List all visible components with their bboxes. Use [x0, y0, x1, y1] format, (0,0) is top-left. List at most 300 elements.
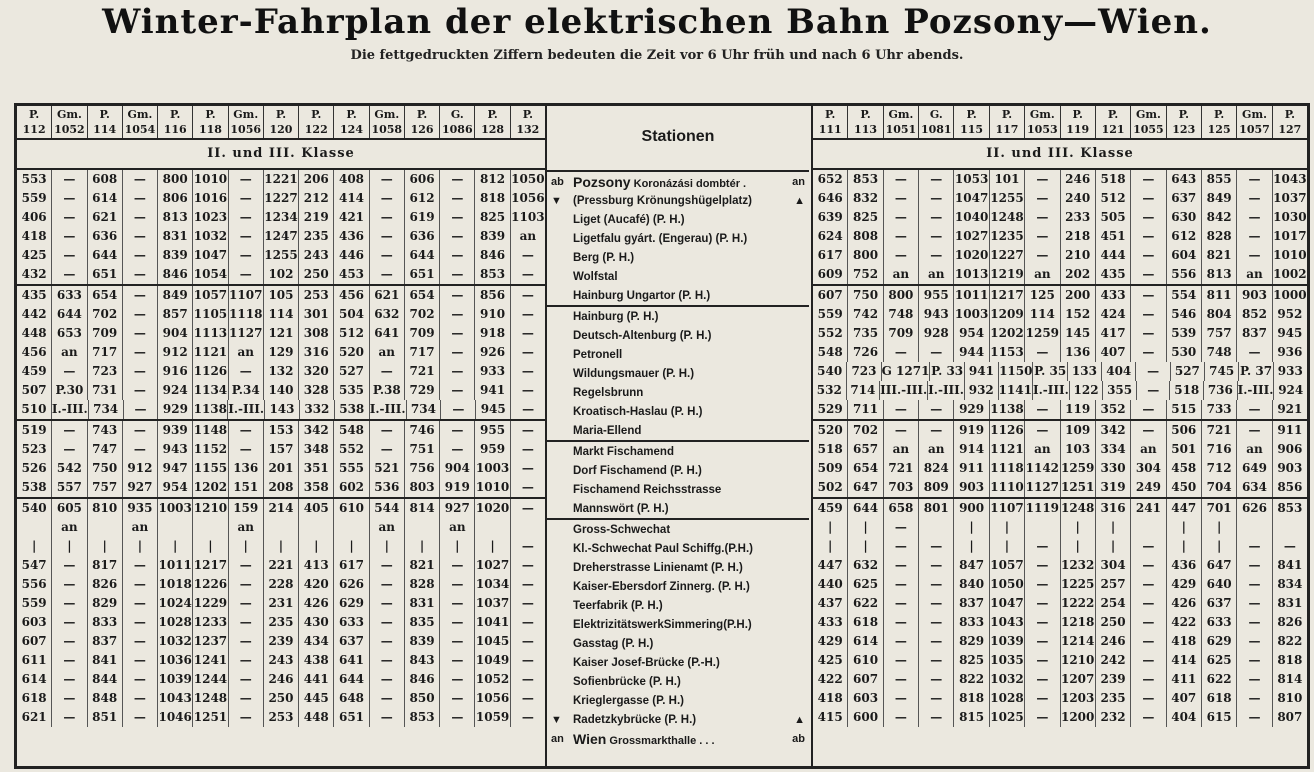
time-cell: — [229, 227, 264, 246]
time-cell: 404 [1102, 362, 1136, 381]
time-cell: 253 [264, 708, 299, 727]
table-row [813, 518, 1307, 537]
table-row [17, 381, 545, 400]
time-cell: 826 [88, 575, 123, 594]
time-cell: 1039 [158, 670, 193, 689]
time-cell: 808 [848, 227, 883, 246]
time-cell: 651 [405, 265, 440, 284]
time-cell: — [1025, 708, 1060, 727]
time-cell: 853 [848, 170, 883, 189]
time-cell: 432 [17, 265, 52, 284]
table-row [813, 227, 1307, 246]
time-cell: 849 [158, 286, 193, 305]
time-cell: 746 [405, 421, 440, 440]
time-cell: 640 [1202, 575, 1237, 594]
time-cell: 523 [17, 440, 52, 459]
time-cell: 839 [158, 246, 193, 265]
time-cell: 1037 [475, 594, 510, 613]
time-cell: 406 [17, 208, 52, 227]
time-cell: — [123, 208, 158, 227]
time-cell: — [52, 651, 87, 670]
time-cell: 1043 [158, 689, 193, 708]
time-cell: 633 [1202, 613, 1237, 632]
time-cell: — [52, 265, 87, 284]
train-number-cell [88, 106, 123, 138]
time-cell: — [1237, 170, 1272, 189]
station-name: Gasstag (P. H.) [573, 637, 654, 650]
time-cell [511, 518, 545, 537]
time-cell: — [521, 461, 534, 475]
time-cell: — [440, 670, 475, 689]
time-cell: 351 [299, 459, 334, 478]
time-cell: — [1237, 575, 1272, 594]
time-cell: — [1131, 208, 1166, 227]
time-cell: 703 [884, 478, 919, 497]
time-cell: 916 [158, 362, 193, 381]
time-cell: 748 [884, 305, 919, 324]
time-cell: 548 [813, 343, 848, 362]
time-cell: 812 [475, 170, 510, 189]
time-block [813, 286, 1307, 421]
time-cell: 1209 [990, 305, 1025, 324]
time-cell: 800 [158, 170, 193, 189]
time-cell: 745 [1205, 362, 1239, 381]
train-number-cell [848, 106, 883, 138]
time-cell: 136 [229, 459, 264, 478]
time-cell: 246 [264, 670, 299, 689]
time-cell: an [123, 518, 158, 537]
table-row [813, 324, 1307, 343]
time-cell: 657 [848, 440, 883, 459]
table-row [17, 499, 545, 518]
time-cell: — [123, 189, 158, 208]
time-cell: 828 [405, 575, 440, 594]
time-cell: — [884, 651, 919, 670]
time-cell: — [229, 594, 264, 613]
time-cell: 928 [919, 324, 954, 343]
time-cell: — [1131, 594, 1166, 613]
train-number-cell [511, 106, 545, 138]
time-cell: 813 [158, 208, 193, 227]
time-cell: — [1237, 537, 1272, 556]
time-cell: — [884, 400, 919, 419]
time-cell: 607 [848, 670, 883, 689]
time-cell: 254 [1096, 594, 1131, 613]
time-cell: | [1167, 518, 1202, 537]
time-cell: 617 [334, 556, 369, 575]
time-cell: 1028 [990, 689, 1025, 708]
time-cell: 320 [299, 362, 334, 381]
time-cell: — [229, 362, 264, 381]
time-cell: — [370, 227, 405, 246]
time-cell: — [884, 189, 919, 208]
station-name: Krieglergasse (P. H.) [573, 694, 685, 707]
time-cell: 509 [813, 459, 848, 478]
time-cell: 607 [17, 632, 52, 651]
train-type: G. [929, 108, 943, 121]
time-cell: 831 [158, 227, 193, 246]
time-cell: 235 [1096, 689, 1131, 708]
time-cell: — [1025, 170, 1060, 189]
time-cell: 1003 [475, 459, 510, 478]
time-cell: — [370, 265, 405, 284]
station-name: Berg (P. H.) [573, 251, 635, 264]
time-cell: 221 [264, 556, 299, 575]
time-cell: — [440, 343, 475, 362]
table-row [17, 400, 545, 419]
time-cell: — [229, 689, 264, 708]
station-block [547, 172, 809, 307]
time-block [813, 170, 1307, 286]
time-cell: — [884, 170, 919, 189]
station-row [547, 172, 809, 191]
station-row [547, 364, 809, 383]
time-cell: 1121 [990, 440, 1025, 459]
time-cell: 1023 [193, 208, 228, 227]
station-subname: Grossmarkthalle . . . [606, 734, 715, 747]
time-cell: 857 [158, 305, 193, 324]
time-cell: III.-III. [880, 381, 928, 400]
time-cell: — [52, 632, 87, 651]
time-cell: 521 [370, 459, 405, 478]
time-cell: — [884, 246, 919, 265]
time-cell: 811 [1202, 286, 1237, 305]
time-cell: 834 [1277, 577, 1303, 591]
table-row [17, 208, 545, 227]
time-cell: 437 [813, 594, 848, 613]
time-cell: 804 [1202, 305, 1237, 324]
train-number-cell [1273, 106, 1307, 138]
station-row [547, 345, 809, 364]
time-cell: 1229 [193, 594, 228, 613]
station-row [547, 307, 809, 326]
time-cell: 121 [264, 324, 299, 343]
time-cell: 943 [919, 305, 954, 324]
time-cell: 1032 [990, 670, 1025, 689]
station-row [547, 499, 809, 518]
time-cell: — [52, 170, 87, 189]
time-cell: | [88, 537, 123, 556]
time-cell: — [919, 670, 954, 689]
time-cell: 813 [1202, 265, 1237, 284]
time-cell: 1118 [229, 305, 264, 324]
station-name: Kroatisch-Haslau (P. H.) [573, 405, 703, 418]
station-name: Markt Fischamend [573, 445, 674, 458]
time-cell: 646 [813, 189, 848, 208]
time-cell: 926 [475, 343, 510, 362]
time-cell: 210 [1061, 246, 1096, 265]
time-cell: — [440, 286, 475, 305]
time-cell: — [1025, 189, 1060, 208]
time-cell: — [1237, 343, 1272, 362]
time-cell: — [1237, 689, 1272, 708]
time-cell: — [229, 421, 264, 440]
station-row [547, 326, 809, 345]
time-cell: — [521, 364, 534, 378]
time-cell: 1248 [193, 689, 228, 708]
time-cell: | [158, 537, 193, 556]
time-cell: 903 [1277, 461, 1303, 475]
station-name: Sofienbrücke (P. H.) [573, 675, 681, 688]
time-cell: 228 [264, 575, 299, 594]
time-cell: 132 [264, 362, 299, 381]
time-cell: 408 [334, 170, 369, 189]
time-cell: 634 [1237, 478, 1272, 497]
time-cell: 1059 [475, 708, 510, 727]
table-row [17, 286, 545, 305]
time-cell: 1142 [1025, 459, 1060, 478]
time-cell: 831 [1277, 596, 1303, 610]
time-cell: 214 [264, 499, 299, 518]
time-cell: 1150 [999, 362, 1033, 381]
time-cell: — [884, 556, 919, 575]
station-row [547, 710, 809, 729]
time-cell: 250 [264, 689, 299, 708]
table-row [813, 343, 1307, 362]
time-cell: 1027 [954, 227, 989, 246]
time-cell: — [521, 288, 534, 302]
time-cell: 622 [1202, 670, 1237, 689]
train-type: Gm. [888, 108, 914, 121]
time-cell: — [1131, 324, 1166, 343]
time-cell: 625 [1202, 651, 1237, 670]
time-cell: 723 [88, 362, 123, 381]
time-cell: 1210 [193, 499, 228, 518]
time-cell: — [1237, 651, 1272, 670]
time-cell: 1232 [1061, 556, 1096, 575]
time-cell: 712 [1202, 459, 1237, 478]
time-cell: 505 [1096, 208, 1131, 227]
time-cell: 826 [1277, 615, 1303, 629]
time-cell: 553 [17, 170, 52, 189]
time-cell: 752 [848, 265, 883, 284]
time-cell: 924 [158, 381, 193, 400]
time-cell: 218 [1061, 227, 1096, 246]
time-cell: 421 [334, 208, 369, 227]
time-cell: 711 [848, 400, 883, 419]
time-cell: — [919, 651, 954, 670]
train-number: 127 [1278, 123, 1302, 136]
station-name: Mannswört (P. H.) [573, 502, 669, 515]
time-cell: | [299, 537, 334, 556]
time-cell: 342 [1096, 421, 1131, 440]
time-cell: 704 [1202, 478, 1237, 497]
table-row [813, 362, 1307, 381]
time-cell: 1010 [475, 478, 510, 497]
time-cell: | [1167, 537, 1202, 556]
time-cell: 800 [884, 286, 919, 305]
train-number-cell [475, 106, 510, 138]
time-cell: 539 [1167, 324, 1202, 343]
time-cell: 1221 [264, 170, 299, 189]
time-cell: — [440, 362, 475, 381]
time-cell: 202 [1061, 265, 1096, 284]
time-cell: — [52, 594, 87, 613]
time-cell: 129 [264, 343, 299, 362]
time-cell: — [1025, 670, 1060, 689]
time-cell: an [229, 343, 264, 362]
time-cell: — [370, 670, 405, 689]
time-cell: 459 [17, 362, 52, 381]
time-cell: 1127 [1025, 478, 1060, 497]
time-cell: — [521, 672, 534, 686]
time-cell: 929 [158, 400, 193, 419]
time-cell: an [1025, 440, 1060, 459]
time-cell: — [884, 594, 919, 613]
time-cell: 929 [954, 400, 989, 419]
time-cell [193, 518, 228, 537]
time-cell: 422 [1167, 613, 1202, 632]
time-cell: — [884, 708, 919, 727]
time-cell [919, 518, 954, 537]
table-row [17, 613, 545, 632]
time-cell: 125 [1025, 286, 1060, 305]
time-cell: 1202 [990, 324, 1025, 343]
time-cell: 903 [1237, 286, 1272, 305]
time-cell: — [521, 480, 534, 494]
time-cell: — [370, 689, 405, 708]
time-cell: 1025 [990, 708, 1025, 727]
time-cell: 554 [1167, 286, 1202, 305]
time-cell: 709 [405, 324, 440, 343]
time-cell: 935 [123, 499, 158, 518]
train-number-cell [440, 106, 475, 138]
time-cell: 810 [1277, 691, 1303, 705]
station-row [547, 672, 809, 691]
time-cell: — [1131, 689, 1166, 708]
time-cell: 1036 [158, 651, 193, 670]
time-cell: an [440, 518, 475, 537]
time-cell: 814 [405, 499, 440, 518]
time-cell: 621 [17, 708, 52, 727]
time-cell: I.-III. [228, 400, 265, 419]
train-number: 114 [93, 123, 117, 136]
time-cell: 1003 [158, 499, 193, 518]
time-cell: 608 [88, 170, 123, 189]
time-cell: 748 [1202, 343, 1237, 362]
station-row [547, 653, 809, 672]
time-cell: 122 [1070, 381, 1104, 400]
time-cell: 702 [88, 305, 123, 324]
train-number-header [813, 106, 1307, 140]
time-cell: 614 [88, 189, 123, 208]
time-cell: an [1131, 440, 1166, 459]
station-name: Dreherstrasse Linienamt (P. H.) [573, 561, 743, 574]
time-cell: — [52, 670, 87, 689]
table-row [813, 170, 1307, 189]
table-row [813, 381, 1307, 400]
time-cell: 1259 [1061, 459, 1096, 478]
time-cell: — [1025, 421, 1060, 440]
train-number: 1057 [1239, 123, 1270, 136]
time-cell: — [1237, 556, 1272, 575]
time-cell: | [1061, 537, 1096, 556]
time-cell: 447 [1167, 499, 1202, 518]
time-cell: 119 [1061, 400, 1096, 419]
time-cell: — [1283, 539, 1296, 553]
time-cell: 618 [17, 689, 52, 708]
time-cell: 414 [1167, 651, 1202, 670]
train-number: 125 [1207, 123, 1231, 136]
time-cell: — [1237, 227, 1272, 246]
time-cell: 101 [990, 170, 1025, 189]
time-cell: 603 [17, 613, 52, 632]
table-row [813, 400, 1307, 419]
time-cell: 1043 [1273, 172, 1307, 186]
time-cell: 831 [405, 594, 440, 613]
time-cell: | [813, 518, 848, 537]
time-cell: 1217 [193, 556, 228, 575]
time-cell: 200 [1061, 286, 1096, 305]
table-row [17, 440, 545, 459]
time-cell: 644 [405, 246, 440, 265]
time-cell: 852 [1237, 305, 1272, 324]
table-row [17, 305, 545, 324]
time-cell: 404 [1167, 708, 1202, 727]
time-cell: 429 [1167, 575, 1202, 594]
time-cell: 206 [299, 170, 334, 189]
time-cell: 1134 [193, 381, 228, 400]
time-cell: 912 [123, 459, 158, 478]
train-type: P. [311, 108, 322, 121]
station-row [547, 383, 809, 402]
time-cell: 839 [475, 227, 510, 246]
station-name: Deutsch-Altenburg (P. H.) [573, 329, 712, 342]
time-block [17, 170, 545, 286]
station-row [547, 539, 809, 558]
time-cell: 342 [299, 421, 334, 440]
time-cell: — [370, 421, 405, 440]
time-cell: 1024 [158, 594, 193, 613]
time-cell: 532 [813, 381, 847, 400]
time-cell: 436 [1167, 556, 1202, 575]
table-row [813, 708, 1307, 727]
time-cell: 1011 [954, 286, 989, 305]
time-cell: 918 [475, 324, 510, 343]
time-cell: 1227 [264, 189, 299, 208]
time-cell: 1035 [990, 651, 1025, 670]
station-row [547, 442, 809, 461]
time-cell: 641 [334, 651, 369, 670]
time-cell: 818 [475, 189, 510, 208]
time-cell: 850 [405, 689, 440, 708]
time-cell: 652 [813, 170, 848, 189]
time-cell: 829 [954, 632, 989, 651]
time-cell: 853 [405, 708, 440, 727]
time-cell [264, 518, 299, 537]
time-cell: — [919, 556, 954, 575]
time-cell: 157 [264, 440, 299, 459]
time-cell: 606 [405, 170, 440, 189]
time-cell: — [521, 539, 534, 553]
time-cell: 846 [405, 670, 440, 689]
time-cell: 535 [334, 381, 369, 400]
time-cell: 559 [813, 305, 848, 324]
train-type: P. [99, 108, 110, 121]
time-cell: 843 [405, 651, 440, 670]
time-cell: P.30 [52, 381, 87, 400]
table-row [17, 459, 545, 478]
time-cell: 1054 [193, 265, 228, 284]
time-cell: — [1025, 343, 1060, 362]
time-cell: — [521, 710, 534, 724]
time-cell: — [1131, 708, 1166, 727]
time-cell: 947 [158, 459, 193, 478]
table-row [17, 689, 545, 708]
time-cell: 847 [954, 556, 989, 575]
time-cell: 927 [123, 478, 158, 497]
time-cell: 933 [475, 362, 510, 381]
